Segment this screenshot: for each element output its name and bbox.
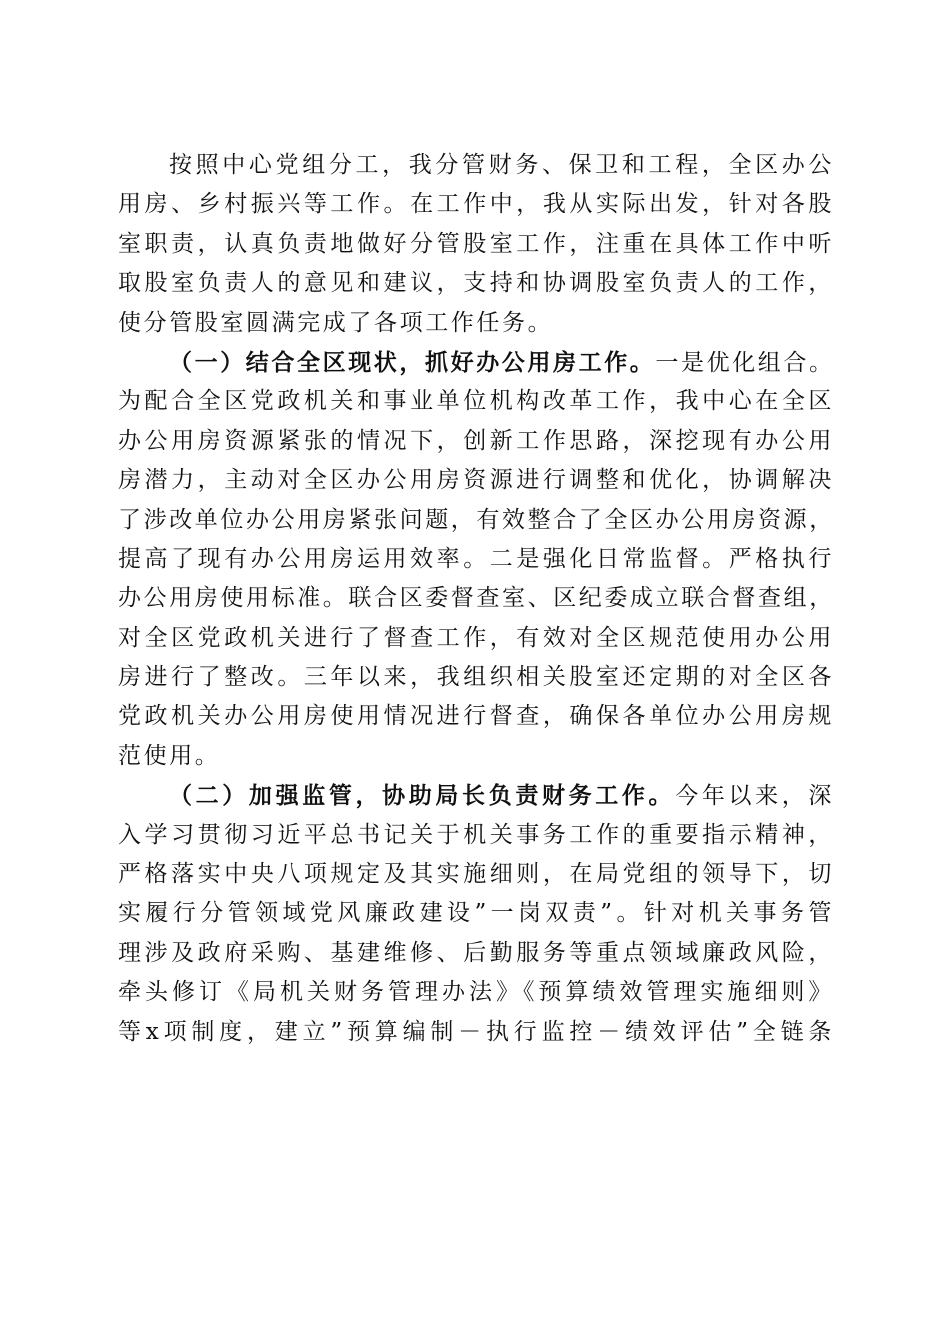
text-line: 提高了现有办公用房运用效率。二是强化日常监督。严格执行 — [118, 545, 834, 572]
text-line: 房进行了整改。三年以来，我组织相关股室还定期的对全区各 — [118, 664, 834, 691]
text-line: 入学习贯彻习近平总书记关于机关事务工作的重要指示精神， — [118, 821, 834, 848]
text-line: 办公用房使用标准。联合区委督查室、区纪委成立联合督查组， — [118, 585, 835, 612]
text-run: 一是优化组合。 — [655, 349, 835, 376]
text-line: 用房、乡村振兴等工作。在工作中，我从实际出发，针对各股 — [118, 191, 834, 218]
text-line: 理涉及政府采购、基建维修、后勤服务等重点领域廉政风险， — [118, 939, 834, 966]
text-line — [118, 343, 834, 382]
text-line: 房潜力，主动对全区办公用房资源进行调整和优化，协调解决 — [118, 467, 834, 494]
text-line — [118, 776, 834, 815]
text-line: 严格落实中央八项规定及其实施细则，在局党组的领导下，切 — [118, 861, 834, 888]
text-line: 等x项制度，建立”预算编制－执行监控－绩效评估”全链条 — [118, 1018, 834, 1045]
text-line: 牵头修订《局机关财务管理办法》《预算绩效管理实施细则》 — [118, 979, 834, 1006]
section-heading: （二）加强监管，协助局长负责财务工作。 — [169, 782, 676, 810]
text-line: 范使用。 — [118, 742, 221, 769]
paragraph-finance — [118, 776, 834, 1052]
text-line: 对全区党政机关进行了督查工作，有效对全区规范使用办公用 — [118, 624, 834, 651]
text-line: 了涉改单位办公用房紧张问题，有效整合了全区办公用房资源， — [118, 506, 835, 533]
paragraph-intro — [118, 146, 834, 343]
text-line: 党政机关办公用房使用情况进行督查，确保各单位办公用房规 — [118, 703, 834, 730]
section-heading: （一）结合全区现状，抓好办公用房工作。 — [169, 348, 656, 376]
text-line: 按照中心党组分工，我分管财务、保卫和工程，全区办公 — [169, 152, 834, 178]
text-line: 使分管股室圆满完成了各项工作任务。 — [118, 309, 554, 336]
text-line: 取股室负责人的意见和建议，支持和协调股室负责人的工作， — [118, 270, 834, 297]
text-line: 办公用房资源紧张的情况下，创新工作思路，深挖现有办公用 — [118, 427, 834, 454]
text-line: 为配合全区党政机关和事业单位机构改革工作，我中心在全区 — [118, 388, 834, 415]
paragraph-office-housing — [118, 343, 834, 776]
document-body — [118, 146, 834, 1052]
text-line: 实履行分管领域党风廉政建设”一岗双责”。针对机关事务管 — [118, 900, 834, 927]
text-line: 室职责，认真负责地做好分管股室工作，注重在具体工作中听 — [118, 230, 834, 257]
text-run: 今年以来，深 — [675, 783, 834, 810]
